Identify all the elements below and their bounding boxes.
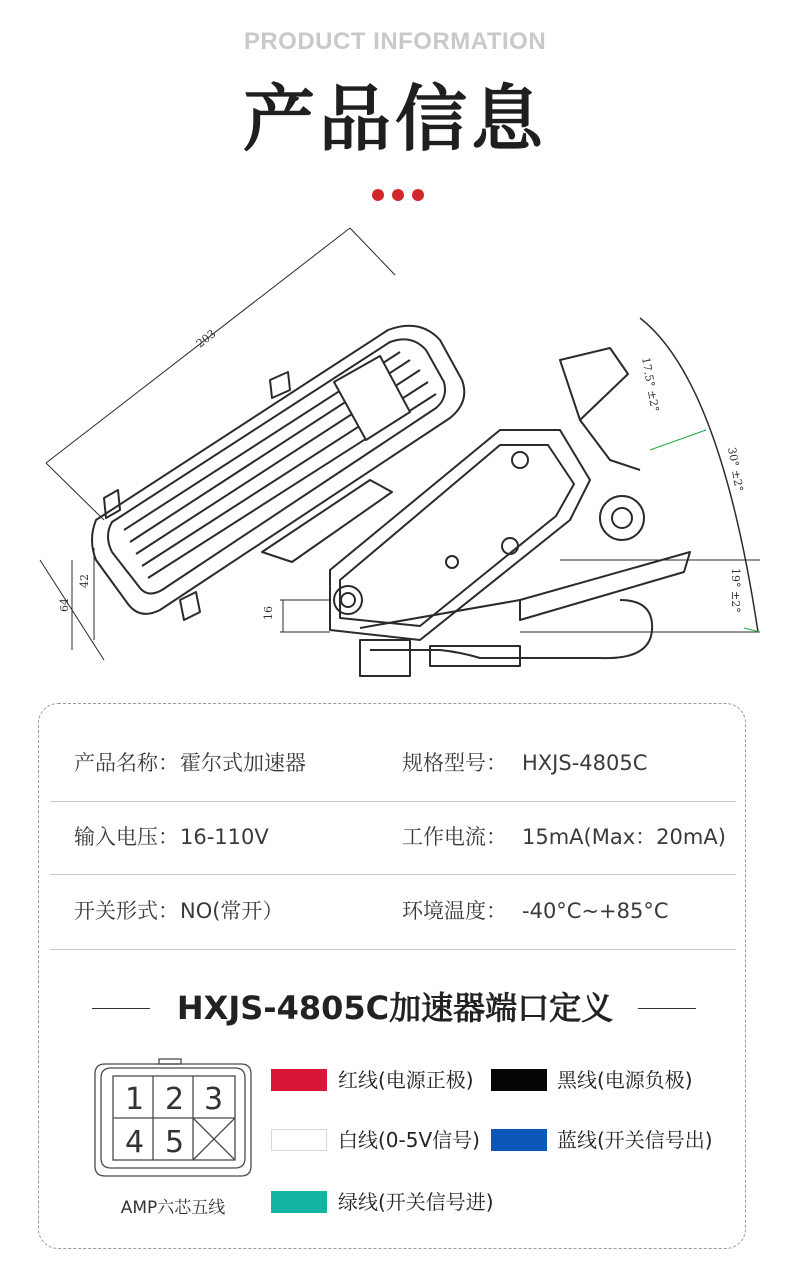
dim-angle-b-label: 30° ±2°: [725, 446, 746, 493]
decorative-dots: [372, 189, 432, 203]
wire-swatch-white: [271, 1129, 327, 1151]
pedal-side-view: [262, 318, 760, 676]
pin-4-label: 4: [125, 1125, 145, 1160]
wire-swatch-green: [271, 1191, 327, 1213]
spec-value-temperature: -40°C~+85°C: [522, 899, 669, 923]
spec-value-current: 15mA(Max：20mA): [522, 825, 726, 849]
dim-height-label: 16: [262, 606, 275, 620]
spec-label-voltage: 输入电压：: [74, 825, 179, 849]
wire-swatch-blue: [491, 1129, 547, 1151]
spec-row: [50, 728, 736, 798]
pin-1-label: 1: [125, 1082, 145, 1117]
header-subtitle-en: PRODUCT INFORMATION: [243, 28, 547, 55]
pedal-technical-drawing: [30, 215, 770, 685]
divider: [50, 949, 736, 950]
wire-label-black: 黑线(电源负极): [557, 1068, 693, 1092]
wire-label-green: 绿线(开关信号进): [338, 1190, 494, 1214]
spec-label-temperature: 环境温度：: [402, 899, 507, 923]
wire-label-red: 红线(电源正极): [338, 1068, 474, 1092]
spec-label-switch: 开关形式：: [74, 899, 179, 923]
pin-3-label: 3: [204, 1082, 224, 1117]
pin-2-label: 2: [165, 1082, 185, 1117]
amp-connector-diagram: [93, 1058, 253, 1182]
wire-swatch-black: [491, 1069, 547, 1091]
spec-value-voltage: 16-110V: [180, 825, 269, 849]
spec-label-current: 工作电流：: [402, 825, 507, 849]
dot-icon: [392, 189, 404, 201]
spec-label-model: 规格型号：: [402, 751, 507, 775]
dim-angle-c-label: 19° ±2°: [729, 568, 742, 613]
pin-5-label: 5: [165, 1125, 185, 1160]
dim-length-label: 203: [193, 327, 219, 351]
wire-swatch-red: [271, 1069, 327, 1091]
port-section-title: HXJS-4805C加速器端口定义: [176, 989, 614, 1027]
divider: [50, 874, 736, 875]
spec-value-name: 霍尔式加速器: [180, 751, 306, 775]
dot-icon: [372, 189, 384, 201]
spec-label-name: 产品名称：: [74, 751, 179, 775]
dot-icon: [412, 189, 424, 201]
spec-row: [50, 876, 736, 946]
spec-value-switch: NO(常开）: [180, 899, 284, 923]
title-rule-right: [638, 1008, 696, 1009]
spec-value-model: HXJS-4805C: [522, 751, 648, 775]
dim-width-a-label: 42: [78, 574, 91, 588]
dim-angle-a-label: 17.5° ±2°: [639, 356, 662, 413]
port-section-header: [0, 985, 790, 1031]
page-title: 产品信息: [242, 77, 547, 161]
pedal-top-view: [40, 228, 464, 660]
dim-width-b-label: 64: [58, 598, 71, 612]
connector-caption: AMP六芯五线: [120, 1198, 226, 1218]
spec-row: [50, 802, 736, 872]
wire-label-blue: 蓝线(开关信号出): [557, 1128, 713, 1152]
wire-label-white: 白线(0-5V信号): [338, 1128, 480, 1152]
